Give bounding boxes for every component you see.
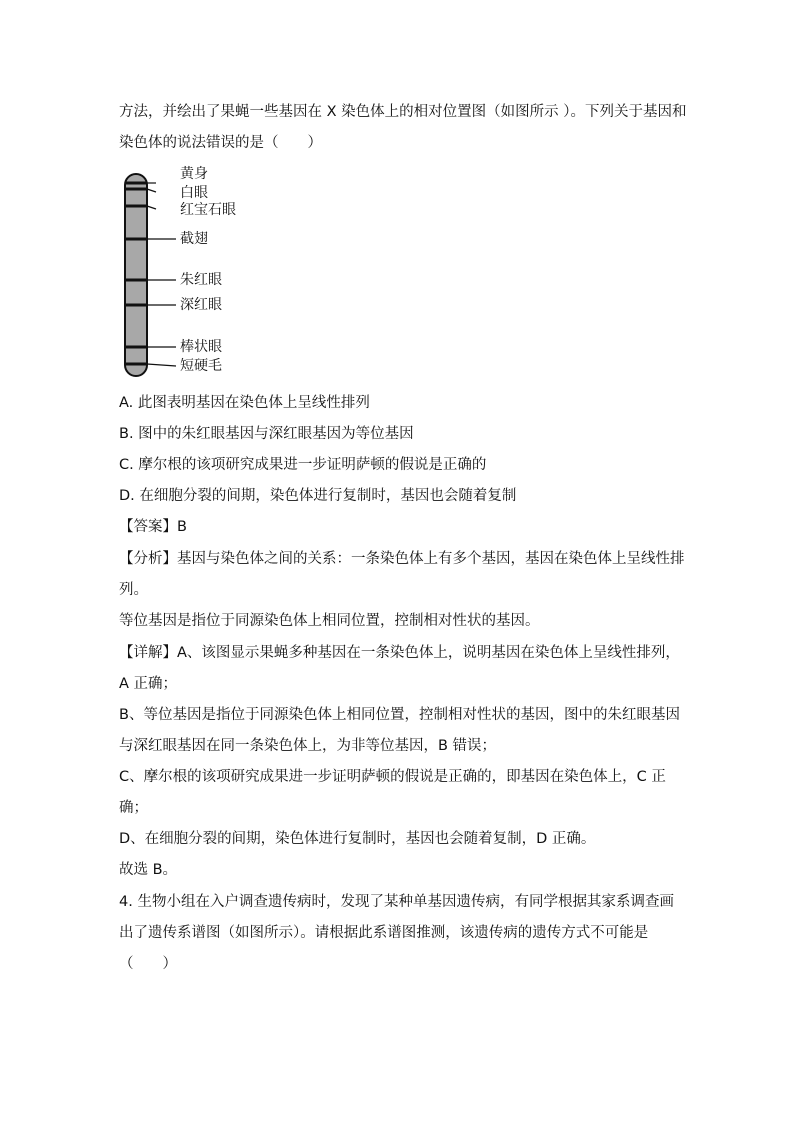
gene-label-ruby-eye: 红宝石眼	[180, 202, 236, 218]
gene-label-vermilion-eye: 朱红眼	[180, 272, 222, 288]
detail-line-5: C、摩尔根的该项研究成果进一步证明萨顿的假说是正确的，即基因在染色体上，C 正	[119, 769, 666, 785]
analysis-line-1: 【分析】基因与染色体之间的关系：一条染色体上有多个基因，基因在染色体上呈线性排	[119, 551, 685, 567]
leader-ruby-eye	[147, 206, 156, 209]
detail-line-3: B、等位基因是指位于同源染色体上相同位置，控制相对性状的基因，图中的朱红眼基因	[119, 707, 680, 723]
question-4-line-2: 出了遗传系谱图（如图所示）。请根据此系谱图推测，该遗传病的遗传方式不可能是	[119, 925, 649, 941]
leader-short-bristle	[147, 364, 176, 366]
gene-label-bar-eye: 棒状眼	[180, 339, 222, 355]
answer-line: 【答案】B	[119, 519, 187, 535]
question-3-stem-line-2: 染色体的说法错误的是（ ）	[119, 135, 322, 151]
gene-label-white-eye: 白眼	[180, 185, 208, 201]
option-d: D. 在细胞分裂的间期，染色体进行复制时，基因也会随着复制	[119, 488, 517, 504]
detail-line-8: 故选 B。	[119, 862, 178, 878]
leader-white-eye	[147, 189, 156, 192]
detail-line-1: 【详解】A、该图显示果蝇多种基因在一条染色体上，说明基因在染色体上呈线性排列，	[119, 645, 680, 661]
question-4-line-1: 4. 生物小组在入户调查遗传病时，发现了某种单基因遗传病，有同学根据其家系调查画	[119, 894, 674, 910]
question-4-line-3: （ ）	[119, 956, 177, 972]
gene-label-short-bristle: 短硬毛	[180, 358, 222, 374]
detail-line-6: 确；	[119, 800, 148, 816]
detail-line-2: A 正确；	[119, 676, 178, 692]
question-3-stem-line-1: 方法，并绘出了果蝇一些基因在 X 染色体上的相对位置图（如图所示 ）。下列关于基因和	[119, 104, 687, 120]
detail-line-7: D、在细胞分裂的间期，染色体进行复制时，基因也会随着复制，D 正确。	[119, 831, 596, 847]
gene-label-yellow-body: 黄身	[180, 166, 208, 182]
option-c: C. 摩尔根的该项研究成果进一步证明萨顿的假说是正确的	[119, 457, 487, 473]
detail-line-4: 与深红眼基因在同一条染色体上，为非等位基因，B 错误；	[119, 738, 497, 754]
x-chromosome-gene-map	[118, 166, 258, 380]
gene-label-carmine-eye: 深红眼	[180, 297, 222, 313]
analysis-line-2: 列。	[119, 582, 148, 598]
gene-label-cut-wing: 截翅	[180, 231, 208, 247]
option-a: A. 此图表明基因在染色体上呈线性排列	[119, 395, 370, 411]
analysis-line-3: 等位基因是指位于同源染色体上相同位置，控制相对性状的基因。	[119, 613, 540, 629]
option-b: B. 图中的朱红眼基因与深红眼基因为等位基因	[119, 426, 414, 442]
